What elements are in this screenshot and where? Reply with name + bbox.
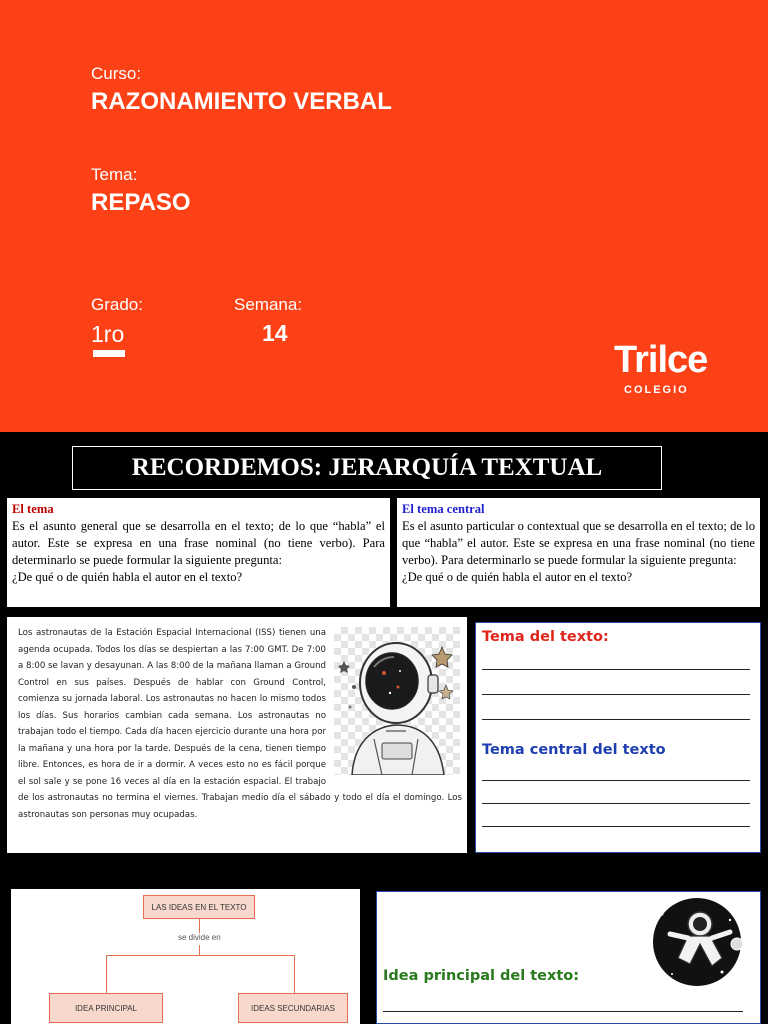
- idea-principal-heading: Idea principal del texto:: [383, 968, 580, 984]
- definition-tema-central: [397, 498, 760, 607]
- tema-central-heading: Tema central del texto: [482, 742, 666, 758]
- week-label: Semana:: [234, 295, 303, 314]
- section-title: RECORDEMOS: JERARQUÍA TEXTUAL: [131, 454, 603, 481]
- topic-label: Tema:: [91, 165, 138, 184]
- answer-line[interactable]: [482, 826, 750, 827]
- header-banner: [0, 0, 768, 432]
- astronaut-icon: [334, 627, 460, 775]
- tema-heading: Tema del texto:: [482, 629, 609, 645]
- definition-body: Es el asunto general que se desarrolla en el texto; de lo que “habla” el autor. Este se expresa en una frase nominal (no tiene verbo). Para determinarlo se puede formular la siguiente pregunta:: [12, 519, 385, 567]
- diagram-connector-text: se divide en: [178, 933, 221, 942]
- answer-line[interactable]: [482, 803, 750, 804]
- diagram-right-node: IDEAS SECUNDARIAS: [238, 993, 348, 1023]
- answer-line[interactable]: [482, 669, 750, 670]
- topic-name: REPASO: [91, 189, 191, 216]
- grade-underline: [93, 350, 125, 357]
- answer-line[interactable]: [482, 780, 750, 781]
- definition-tema: [7, 498, 390, 607]
- reading-text: Los astronautas de la Estación Espacial Internacional (ISS) tienen una agenda ocupada. Todos los días se despiertan a las 7:00 GMT. De 7:00 a 8:00 se lavan y desayunan. A las 8:00 de la mañana llaman a Ground Control en sus países. Después de hablar con Ground Control, comienza su jornada laboral. Los astronautas no hacen lo mismo todos los días. Sus horarios cambian cada semana. Los astronautas no trabajan todo el tiempo. Cada día hacen ejercicio durante una hora por la mañana y una hora por la tarde. Después de la cena, tienen tiempo libre. Entonces, es hora de ir a dormir. A veces esto no es fácil porque el sol sale y se pone 16 veces al día en la estación espacial. El trabajo de los astronautas no termina el viernes. Trabajan medio día el sábado y todo el día el domingo. Los astronautas son personas muy ocupadas.: [18, 628, 462, 820]
- grade-label: Grado:: [91, 295, 143, 314]
- logo-subtitle: COLEGIO: [624, 384, 689, 396]
- definition-title: El tema: [12, 502, 54, 516]
- definition-question: ¿De qué o de quién habla el autor en el texto?: [12, 570, 243, 584]
- answer-line[interactable]: [383, 1011, 743, 1012]
- grade-value: 1ro: [91, 321, 125, 347]
- definition-title: El tema central: [402, 502, 485, 516]
- diagram-branch-line: [106, 955, 294, 956]
- trilce-logo: [614, 340, 707, 396]
- diagram-root-node: LAS IDEAS EN EL TEXTO: [143, 895, 255, 919]
- answer-box-tema: [475, 622, 761, 853]
- answer-line[interactable]: [482, 694, 750, 695]
- diagram-connector-line: [199, 945, 200, 955]
- diagram-connector-line: [199, 919, 200, 933]
- answer-line[interactable]: [482, 719, 750, 720]
- floating-astronaut-icon: [642, 894, 752, 994]
- diagram-left-node: IDEA PRINCIPAL: [49, 993, 163, 1023]
- course-name: RAZONAMIENTO VERBAL: [91, 88, 392, 115]
- diagram-branch-line: [294, 955, 295, 993]
- astronaut-illustration: [334, 627, 460, 775]
- ideas-diagram: [11, 889, 360, 1024]
- definition-question: ¿De qué o de quién habla el autor en el texto?: [402, 570, 633, 584]
- diagram-branch-line: [106, 955, 107, 993]
- week-value: 14: [262, 320, 288, 346]
- section-title-box: [72, 446, 662, 490]
- course-label: Curso:: [91, 64, 142, 83]
- reading-passage-box: [7, 617, 467, 853]
- answer-box-idea-principal: [376, 891, 761, 1024]
- definition-body: Es el asunto particular o contextual que se desarrolla en el texto; de lo que “habla” el autor. Este se expresa en una frase nominal (no tiene verbo). Para determinarlo se puede formular la siguiente pregunta:: [402, 519, 755, 567]
- logo-wordmark: Trilce: [614, 339, 708, 381]
